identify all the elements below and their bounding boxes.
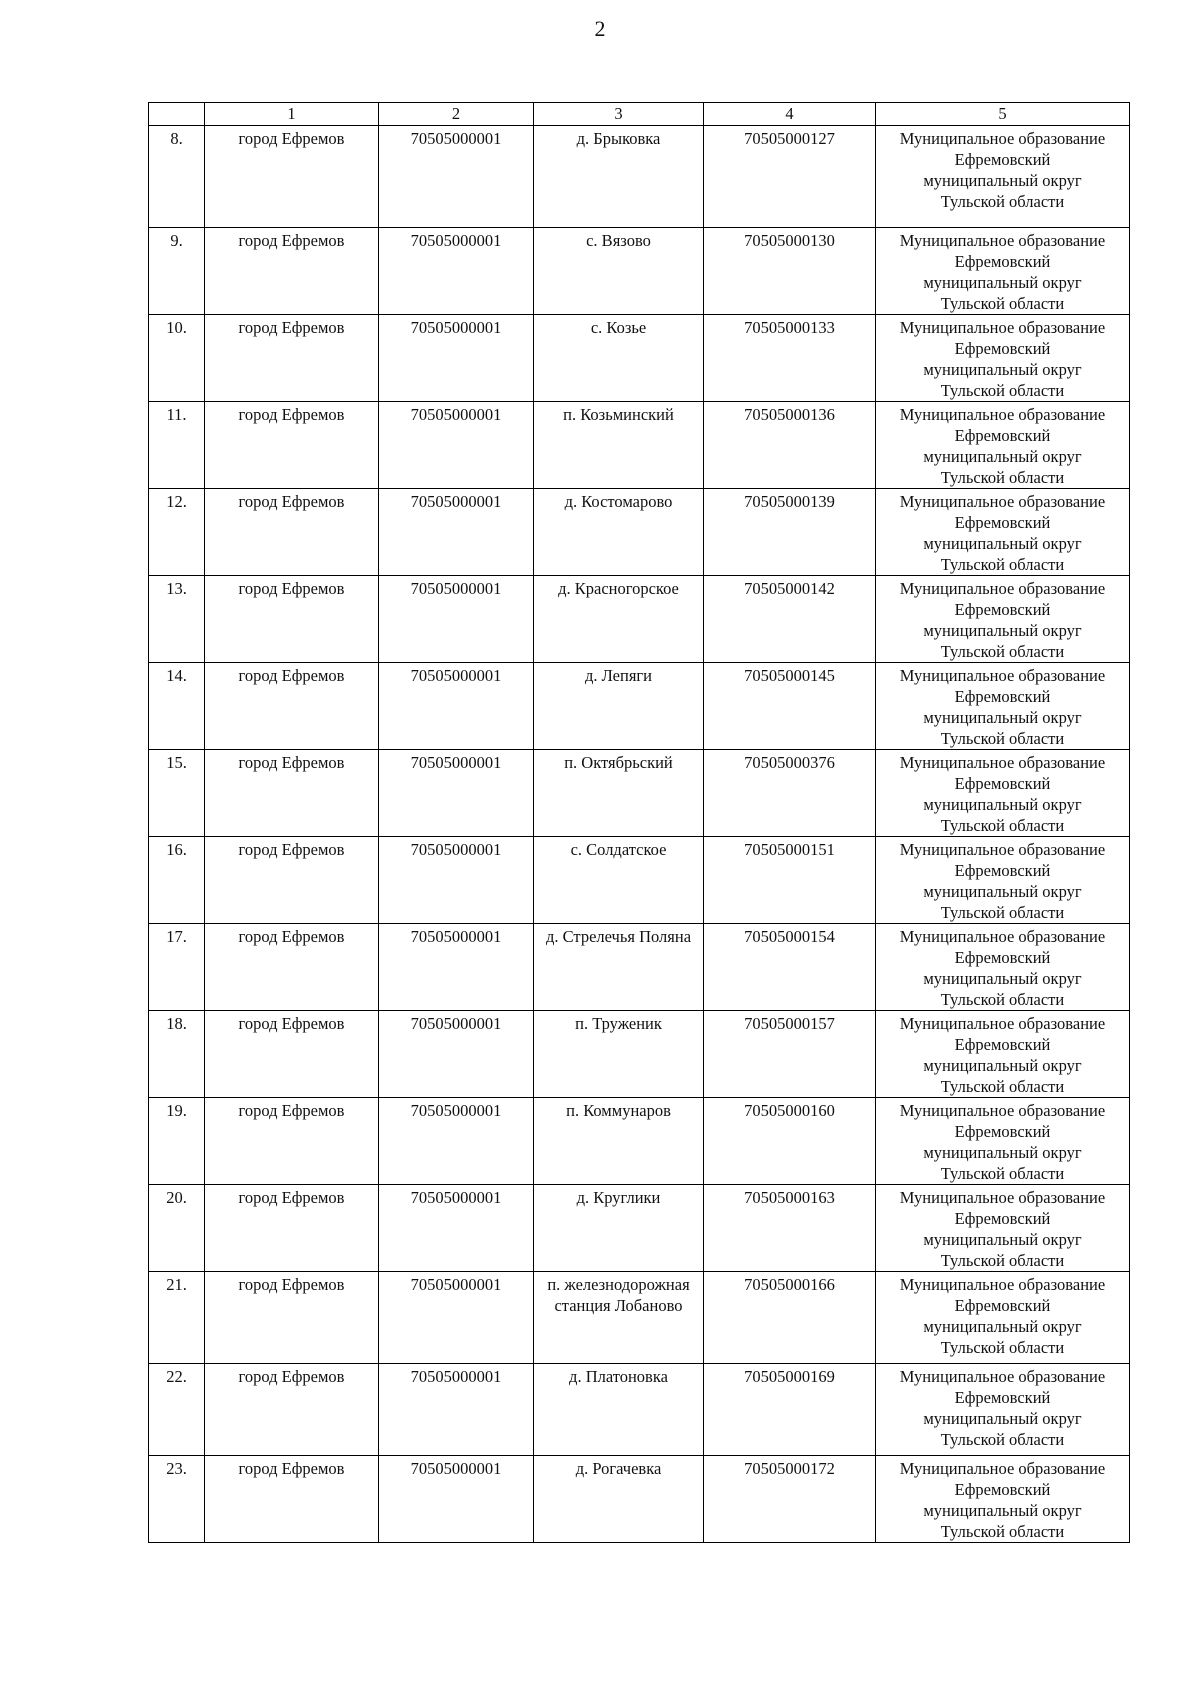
municipality-line: Муниципальное образование — [899, 666, 1106, 685]
settlement-name: д. Костомарово — [534, 489, 704, 576]
municipality-line: муниципальный округ — [923, 447, 1082, 466]
municipality-name — [876, 228, 1130, 315]
settlement-code: 70505000163 — [704, 1185, 876, 1272]
municipality-line: Ефремовский — [954, 861, 1051, 880]
row-number: 19. — [149, 1098, 205, 1185]
row-number: 10. — [149, 315, 205, 402]
municipality-name — [876, 663, 1130, 750]
municipality-name — [876, 1364, 1130, 1456]
settlement-code: 70505000145 — [704, 663, 876, 750]
municipality-line: Ефремовский — [954, 513, 1051, 532]
city-code: 70505000001 — [379, 489, 534, 576]
row-number: 8. — [149, 126, 205, 228]
row-number: 18. — [149, 1011, 205, 1098]
table-header — [149, 103, 1130, 126]
municipality-line: Муниципальное образование — [899, 1101, 1106, 1120]
city-code: 70505000001 — [379, 402, 534, 489]
municipality-line: Муниципальное образование — [899, 753, 1106, 772]
settlement-code: 70505000151 — [704, 837, 876, 924]
municipality-name — [876, 1185, 1130, 1272]
table-row — [149, 576, 1130, 663]
municipality-line: муниципальный округ — [923, 1409, 1082, 1428]
table-row — [149, 1272, 1130, 1364]
header-cell-3: 3 — [534, 103, 704, 126]
table-row — [149, 1011, 1130, 1098]
municipality-line: Тульской области — [940, 1077, 1065, 1096]
header-cell-1: 1 — [205, 103, 379, 126]
municipality-line: муниципальный округ — [923, 171, 1082, 190]
settlement-name: с. Козье — [534, 315, 704, 402]
city-name: город Ефремов — [205, 1185, 379, 1272]
city-name: город Ефремов — [205, 663, 379, 750]
settlement-code: 70505000130 — [704, 228, 876, 315]
municipality-line: муниципальный округ — [923, 360, 1082, 379]
settlement-code: 70505000169 — [704, 1364, 876, 1456]
city-code: 70505000001 — [379, 837, 534, 924]
row-number: 21. — [149, 1272, 205, 1364]
municipality-line: Тульской области — [940, 192, 1065, 211]
settlement-name: с. Вязово — [534, 228, 704, 315]
city-name: город Ефремов — [205, 126, 379, 228]
municipality-line: муниципальный округ — [923, 1317, 1082, 1336]
row-number: 17. — [149, 924, 205, 1011]
settlement-code: 70505000136 — [704, 402, 876, 489]
row-number: 23. — [149, 1456, 205, 1543]
city-code: 70505000001 — [379, 750, 534, 837]
municipality-line: Тульской области — [940, 1430, 1065, 1449]
municipality-name — [876, 315, 1130, 402]
city-name: город Ефремов — [205, 489, 379, 576]
city-code: 70505000001 — [379, 1456, 534, 1543]
city-name: город Ефремов — [205, 402, 379, 489]
municipality-line: Ефремовский — [954, 1388, 1051, 1407]
city-code: 70505000001 — [379, 1011, 534, 1098]
settlement-name: д. Круглики — [534, 1185, 704, 1272]
table-row — [149, 402, 1130, 489]
settlement-code: 70505000376 — [704, 750, 876, 837]
municipality-line: Тульской области — [940, 1251, 1065, 1270]
municipality-line: Муниципальное образование — [899, 231, 1106, 250]
city-code: 70505000001 — [379, 1272, 534, 1364]
municipality-line: муниципальный округ — [923, 795, 1082, 814]
city-name: город Ефремов — [205, 1364, 379, 1456]
municipality-line: Ефремовский — [954, 687, 1051, 706]
municipality-line: Муниципальное образование — [899, 1459, 1106, 1478]
municipality-line: Тульской области — [940, 1164, 1065, 1183]
municipality-name — [876, 402, 1130, 489]
settlement-name: д. Рогачевка — [534, 1456, 704, 1543]
municipality-name — [876, 837, 1130, 924]
settlement-code: 70505000139 — [704, 489, 876, 576]
table-row — [149, 1185, 1130, 1272]
row-number: 15. — [149, 750, 205, 837]
city-name: город Ефремов — [205, 315, 379, 402]
municipality-line: Тульской области — [940, 990, 1065, 1009]
settlement-name: д. Красногорское — [534, 576, 704, 663]
municipality-line: Тульской области — [940, 729, 1065, 748]
page-number: 2 — [594, 16, 606, 41]
settlement-name: д. Платоновка — [534, 1364, 704, 1456]
settlement-code: 70505000142 — [704, 576, 876, 663]
municipality-line: Ефремовский — [954, 426, 1051, 445]
table-row — [149, 924, 1130, 1011]
city-name: город Ефремов — [205, 1272, 379, 1364]
header-cell-num — [149, 103, 205, 126]
municipality-line: Тульской области — [940, 381, 1065, 400]
municipality-line: муниципальный округ — [923, 534, 1082, 553]
settlement-name: д. Стрелечья Поляна — [534, 924, 704, 1011]
settlement-name: п. Коммунаров — [534, 1098, 704, 1185]
city-name: город Ефремов — [205, 228, 379, 315]
municipality-name — [876, 1011, 1130, 1098]
municipality-line: муниципальный округ — [923, 273, 1082, 292]
municipality-line: Ефремовский — [954, 600, 1051, 619]
municipality-line: Муниципальное образование — [899, 129, 1106, 148]
table-row — [149, 489, 1130, 576]
municipality-line: Муниципальное образование — [899, 405, 1106, 424]
municipality-line: Муниципальное образование — [899, 1188, 1106, 1207]
municipality-line: муниципальный округ — [923, 1501, 1082, 1520]
settlement-name: п. Октябрьский — [534, 750, 704, 837]
row-number: 13. — [149, 576, 205, 663]
municipality-line: Муниципальное образование — [899, 840, 1106, 859]
header-row — [149, 103, 1130, 126]
municipality-name — [876, 924, 1130, 1011]
municipality-name — [876, 1098, 1130, 1185]
settlement-code: 70505000154 — [704, 924, 876, 1011]
municipality-line: Тульской области — [940, 903, 1065, 922]
settlements-table — [148, 102, 1130, 1543]
municipality-line: Муниципальное образование — [899, 927, 1106, 946]
settlement-name: п. Козьминский — [534, 402, 704, 489]
table-body — [149, 126, 1130, 1543]
settlement-code: 70505000166 — [704, 1272, 876, 1364]
municipality-line: Ефремовский — [954, 1122, 1051, 1141]
table-row — [149, 126, 1130, 228]
municipality-line: Ефремовский — [954, 150, 1051, 169]
city-name: город Ефремов — [205, 576, 379, 663]
municipality-line: муниципальный округ — [923, 1230, 1082, 1249]
municipality-line: Ефремовский — [954, 252, 1051, 271]
settlement-name: п. железнодорожная станция Лобаново — [534, 1272, 704, 1364]
table-row — [149, 1364, 1130, 1456]
city-code: 70505000001 — [379, 315, 534, 402]
municipality-line: Ефремовский — [954, 1480, 1051, 1499]
settlement-name: д. Лепяги — [534, 663, 704, 750]
settlement-name: д. Брыковка — [534, 126, 704, 228]
city-code: 70505000001 — [379, 663, 534, 750]
city-name: город Ефремов — [205, 837, 379, 924]
city-code: 70505000001 — [379, 576, 534, 663]
municipality-line: муниципальный округ — [923, 621, 1082, 640]
settlement-code: 70505000133 — [704, 315, 876, 402]
municipality-name — [876, 126, 1130, 228]
municipality-name — [876, 576, 1130, 663]
municipality-line: Тульской области — [940, 1522, 1065, 1541]
table-row — [149, 837, 1130, 924]
row-number: 9. — [149, 228, 205, 315]
municipality-line: Тульской области — [940, 468, 1065, 487]
municipality-line: Тульской области — [940, 816, 1065, 835]
municipality-line: Муниципальное образование — [899, 1014, 1106, 1033]
city-name: город Ефремов — [205, 924, 379, 1011]
header-cell-2: 2 — [379, 103, 534, 126]
row-number: 16. — [149, 837, 205, 924]
city-code: 70505000001 — [379, 1098, 534, 1185]
city-name: город Ефремов — [205, 750, 379, 837]
table-row — [149, 1098, 1130, 1185]
city-name: город Ефремов — [205, 1011, 379, 1098]
municipality-line: Тульской области — [940, 642, 1065, 661]
municipality-line: Тульской области — [940, 294, 1065, 313]
row-number: 20. — [149, 1185, 205, 1272]
municipality-line: Муниципальное образование — [899, 579, 1106, 598]
municipality-line: муниципальный округ — [923, 708, 1082, 727]
settlement-code: 70505000160 — [704, 1098, 876, 1185]
municipality-name — [876, 489, 1130, 576]
municipality-line: Муниципальное образование — [899, 318, 1106, 337]
city-name: город Ефремов — [205, 1456, 379, 1543]
municipality-line: Тульской области — [940, 1338, 1065, 1357]
table-row — [149, 228, 1130, 315]
municipality-line: Ефремовский — [954, 948, 1051, 967]
municipality-line: Ефремовский — [954, 339, 1051, 358]
row-number: 11. — [149, 402, 205, 489]
header-cell-4: 4 — [704, 103, 876, 126]
municipality-line: муниципальный округ — [923, 969, 1082, 988]
municipality-line: Муниципальное образование — [899, 1275, 1106, 1294]
table-row — [149, 663, 1130, 750]
row-number: 22. — [149, 1364, 205, 1456]
row-number: 12. — [149, 489, 205, 576]
municipality-name — [876, 750, 1130, 837]
municipality-line: муниципальный округ — [923, 1056, 1082, 1075]
city-code: 70505000001 — [379, 228, 534, 315]
municipality-line: Муниципальное образование — [899, 492, 1106, 511]
table-row — [149, 1456, 1130, 1543]
municipality-line: Муниципальное образование — [899, 1367, 1106, 1386]
settlement-name: с. Солдатское — [534, 837, 704, 924]
settlement-name: п. Труженик — [534, 1011, 704, 1098]
city-code: 70505000001 — [379, 1364, 534, 1456]
city-code: 70505000001 — [379, 126, 534, 228]
table-row — [149, 750, 1130, 837]
municipality-line: Тульской области — [940, 555, 1065, 574]
table-row — [149, 315, 1130, 402]
settlement-code: 70505000127 — [704, 126, 876, 228]
header-cell-5: 5 — [876, 103, 1130, 126]
municipality-line: Ефремовский — [954, 1209, 1051, 1228]
municipality-name — [876, 1456, 1130, 1543]
municipality-name — [876, 1272, 1130, 1364]
municipality-line: Ефремовский — [954, 1035, 1051, 1054]
municipality-line: муниципальный округ — [923, 882, 1082, 901]
municipality-line: Ефремовский — [954, 774, 1051, 793]
municipality-line: Ефремовский — [954, 1296, 1051, 1315]
settlement-code: 70505000157 — [704, 1011, 876, 1098]
settlement-code: 70505000172 — [704, 1456, 876, 1543]
row-number: 14. — [149, 663, 205, 750]
city-name: город Ефремов — [205, 1098, 379, 1185]
city-code: 70505000001 — [379, 924, 534, 1011]
city-code: 70505000001 — [379, 1185, 534, 1272]
municipality-line: муниципальный округ — [923, 1143, 1082, 1162]
